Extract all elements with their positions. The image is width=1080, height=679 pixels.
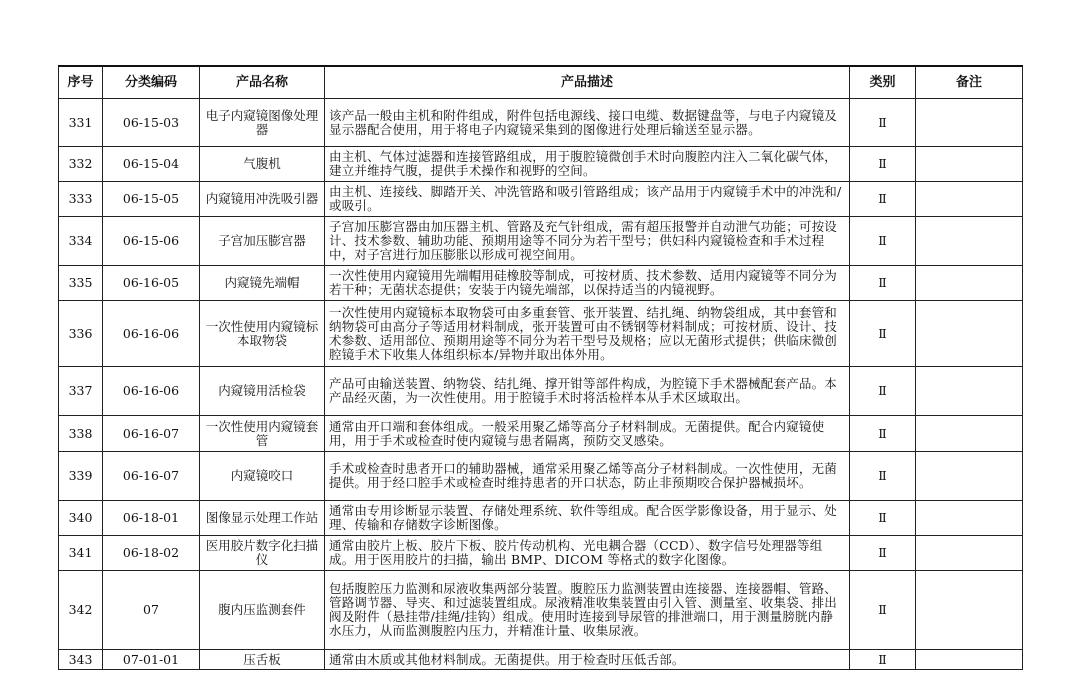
cell-code: 06-18-02 <box>103 536 200 571</box>
cell-code: 06-16-07 <box>103 416 200 452</box>
cell-seq: 339 <box>59 452 103 501</box>
cell-name: 气腹机 <box>200 147 325 182</box>
cell-name: 医用胶片数字化扫描仪 <box>200 536 325 571</box>
cell-class: Ⅱ <box>850 650 916 670</box>
cell-code: 06-16-07 <box>103 452 200 501</box>
cell-seq: 335 <box>59 266 103 301</box>
cell-class: Ⅱ <box>850 452 916 501</box>
cell-name: 内窥镜先端帽 <box>200 266 325 301</box>
table-row <box>59 367 1023 416</box>
cell-desc: 一次性使用内窥镜标本取物袋可由多重套管、张开装置、结扎绳、纳物袋组成，其中套管和纳物袋可由高分子等适用材料制成，张开装置可由不锈钢等材料制成；可按材质、设计、技术参数、适用部位、预期用途等不同分为若干型号及规格；应以无菌形式提供；供临床微创腔镜手术下收集人体组织标本/异物并取出体外用。 <box>325 301 850 367</box>
cell-note <box>916 182 1023 217</box>
table-row <box>59 416 1023 452</box>
cell-desc: 子宫加压膨宫器由加压器主机、管路及充气针组成，需有超压报警并自动泄气功能；可按设计、技术参数、辅助功能、预期用途等不同分为若干型号；供妇科内窥镜检查和手术过程中，对子宫进行加压膨胀以形成可视空间用。 <box>325 217 850 266</box>
cell-note <box>916 416 1023 452</box>
cell-note <box>916 301 1023 367</box>
table-header-row <box>59 66 1023 99</box>
cell-note <box>916 571 1023 650</box>
cell-seq: 342 <box>59 571 103 650</box>
cell-name: 内窥镜咬口 <box>200 452 325 501</box>
cell-desc: 由主机、气体过滤器和连接管路组成，用于腹腔镜微创手术时向腹腔内注入二氧化碳气体，建立并维持气腹，提供手术操作和视野的空间。 <box>325 147 850 182</box>
table-row <box>59 571 1023 650</box>
cell-class: Ⅱ <box>850 99 916 147</box>
cell-class: Ⅱ <box>850 416 916 452</box>
cell-note <box>916 147 1023 182</box>
cell-note <box>916 501 1023 536</box>
cell-class: Ⅱ <box>850 367 916 416</box>
header-desc: 产品描述 <box>325 66 850 99</box>
cell-name: 压舌板 <box>200 650 325 670</box>
cell-seq: 343 <box>59 650 103 670</box>
cell-class: Ⅱ <box>850 266 916 301</box>
cell-note <box>916 650 1023 670</box>
cell-desc: 通常由胶片上板、胶片下板、胶片传动机构、光电耦合器（CCD）、数字信号处理器等组成。用于医用胶片的扫描，输出 BMP、DICOM 等格式的数字化图像。 <box>325 536 850 571</box>
cell-seq: 331 <box>59 99 103 147</box>
cell-seq: 334 <box>59 217 103 266</box>
cell-note <box>916 452 1023 501</box>
cell-seq: 341 <box>59 536 103 571</box>
cell-code: 06-15-04 <box>103 147 200 182</box>
table-row <box>59 147 1023 182</box>
cell-desc: 通常由专用诊断显示装置、存储处理系统、软件等组成。配合医学影像设备，用于显示、处理、传输和存储数字诊断图像。 <box>325 501 850 536</box>
cell-class: Ⅱ <box>850 147 916 182</box>
cell-seq: 340 <box>59 501 103 536</box>
table-row <box>59 182 1023 217</box>
cell-note <box>916 266 1023 301</box>
header-name: 产品名称 <box>200 66 325 99</box>
cell-desc: 一次性使用内窥镜用先端帽用硅橡胶等制成，可按材质、技术参数、适用内窥镜等不同分为若干种；无菌状态提供；安装于内镜先端部，以保持适当的内镜视野。 <box>325 266 850 301</box>
cell-code: 06-16-05 <box>103 266 200 301</box>
table-row <box>59 266 1023 301</box>
cell-seq: 333 <box>59 182 103 217</box>
header-seq: 序号 <box>59 66 103 99</box>
cell-note <box>916 99 1023 147</box>
cell-name: 内窥镜用活检袋 <box>200 367 325 416</box>
table-row <box>59 536 1023 571</box>
cell-class: Ⅱ <box>850 217 916 266</box>
cell-name: 电子内窥镜图像处理器 <box>200 99 325 147</box>
cell-name: 一次性使用内窥镜套管 <box>200 416 325 452</box>
cell-desc: 由主机、连接线、脚踏开关、冲洗管路和吸引管路组成；该产品用于内窥镜手术中的冲洗和/或吸引。 <box>325 182 850 217</box>
cell-desc: 通常由木质或其他材料制成。无菌提供。用于检查时压低舌部。 <box>325 650 850 670</box>
cell-code: 06-15-03 <box>103 99 200 147</box>
table-row <box>59 452 1023 501</box>
cell-desc: 包括腹腔压力监测和尿液收集两部分装置。腹腔压力监测装置由连接器、连接器帽、管路、管路调节器、导夹、和过滤装置组成。尿液精准收集装置由引入管、测量室、收集袋、排出阀及附件（悬挂带/挂绳/挂钩）组成。使用时连接到导尿管的排泄端口，用于测量膀胱内静水压力，从而监测腹腔内压力，并精准计量、收集尿液。 <box>325 571 850 650</box>
table-row <box>59 301 1023 367</box>
cell-class: Ⅱ <box>850 301 916 367</box>
cell-desc: 通常由开口端和套体组成。一般采用聚乙烯等高分子材料制成。无菌提供。配合内窥镜使用，用于手术或检查时使内窥镜与患者隔离，预防交叉感染。 <box>325 416 850 452</box>
cell-desc: 该产品一般由主机和附件组成，附件包括电源线、接口电缆、数据键盘等，与电子内窥镜及显示器配合使用，用于将电子内窥镜采集到的图像进行处理后输送至显示器。 <box>325 99 850 147</box>
cell-code: 06-16-06 <box>103 301 200 367</box>
cell-note <box>916 217 1023 266</box>
cell-class: Ⅱ <box>850 182 916 217</box>
table-row <box>59 650 1023 670</box>
header-class: 类别 <box>850 66 916 99</box>
table-row <box>59 217 1023 266</box>
cell-code: 06-18-01 <box>103 501 200 536</box>
product-catalog-table <box>58 65 1023 670</box>
cell-name: 一次性使用内窥镜标本取物袋 <box>200 301 325 367</box>
cell-note <box>916 536 1023 571</box>
cell-name: 子宫加压膨宫器 <box>200 217 325 266</box>
cell-code: 07-01-01 <box>103 650 200 670</box>
table-row <box>59 99 1023 147</box>
table-row <box>59 501 1023 536</box>
cell-code: 07 <box>103 571 200 650</box>
cell-name: 图像显示处理工作站 <box>200 501 325 536</box>
cell-class: Ⅱ <box>850 571 916 650</box>
cell-class: Ⅱ <box>850 536 916 571</box>
header-note: 备注 <box>916 66 1023 99</box>
cell-seq: 337 <box>59 367 103 416</box>
cell-name: 腹内压监测套件 <box>200 571 325 650</box>
cell-code: 06-15-06 <box>103 217 200 266</box>
cell-code: 06-15-05 <box>103 182 200 217</box>
cell-seq: 336 <box>59 301 103 367</box>
cell-name: 内窥镜用冲洗吸引器 <box>200 182 325 217</box>
cell-desc: 手术或检查时患者开口的辅助器械，通常采用聚乙烯等高分子材料制成。一次性使用，无菌提供。用于经口腔手术或检查时维持患者的开口状态，防止非预期咬合保护器械损坏。 <box>325 452 850 501</box>
cell-note <box>916 367 1023 416</box>
cell-seq: 332 <box>59 147 103 182</box>
cell-code: 06-16-06 <box>103 367 200 416</box>
cell-seq: 338 <box>59 416 103 452</box>
header-code: 分类编码 <box>103 66 200 99</box>
cell-class: Ⅱ <box>850 501 916 536</box>
cell-desc: 产品可由输送装置、纳物袋、结扎绳、撑开钳等部件构成，为腔镜下手术器械配套产品。本产品经灭菌，为一次性使用。用于腔镜手术时将活检样本从手术区域取出。 <box>325 367 850 416</box>
